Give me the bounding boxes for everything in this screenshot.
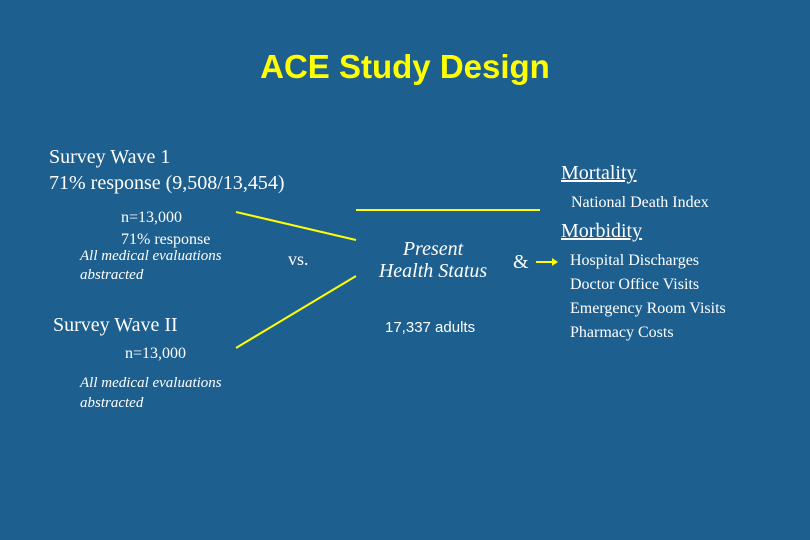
morbidity-heading: Morbidity <box>561 220 643 242</box>
wave1-pct: 71% response <box>121 231 211 248</box>
arrow-head-icon <box>552 258 558 266</box>
wave2-n: n=13,000 <box>125 345 187 362</box>
ampersand: & <box>513 251 529 273</box>
present-line2: Health Status <box>378 260 488 282</box>
mortality-heading: Mortality <box>561 162 637 184</box>
wave2-note-line2: abstracted <box>80 395 144 411</box>
morbidity-item-emergency: Emergency Room Visits <box>570 300 726 317</box>
wave1-n: n=13,000 <box>121 209 183 226</box>
present-line1: Present <box>402 238 464 260</box>
wave1-note-line1: All medical evaluations <box>80 248 222 264</box>
morbidity-item-hospital: Hospital Discharges <box>570 252 700 269</box>
adults-count: 17,337 adults <box>385 319 476 336</box>
morbidity-item-doctor: Doctor Office Visits <box>570 276 700 293</box>
wave1-connector-line <box>236 212 356 240</box>
wave2-note-line1: All medical evaluations <box>80 375 222 391</box>
wave1-heading: Survey Wave 1 <box>49 146 171 168</box>
wave2-heading: Survey Wave II <box>53 314 178 336</box>
wave2-connector-line <box>236 276 356 348</box>
wave1-note-line2: abstracted <box>80 267 144 283</box>
morbidity-item-pharmacy: Pharmacy Costs <box>570 324 674 341</box>
page-title: ACE Study Design <box>260 48 550 85</box>
vs-label: vs. <box>288 249 309 269</box>
wave1-response: 71% response (9,508/13,454) <box>49 172 285 194</box>
mortality-item: National Death Index <box>571 194 709 211</box>
